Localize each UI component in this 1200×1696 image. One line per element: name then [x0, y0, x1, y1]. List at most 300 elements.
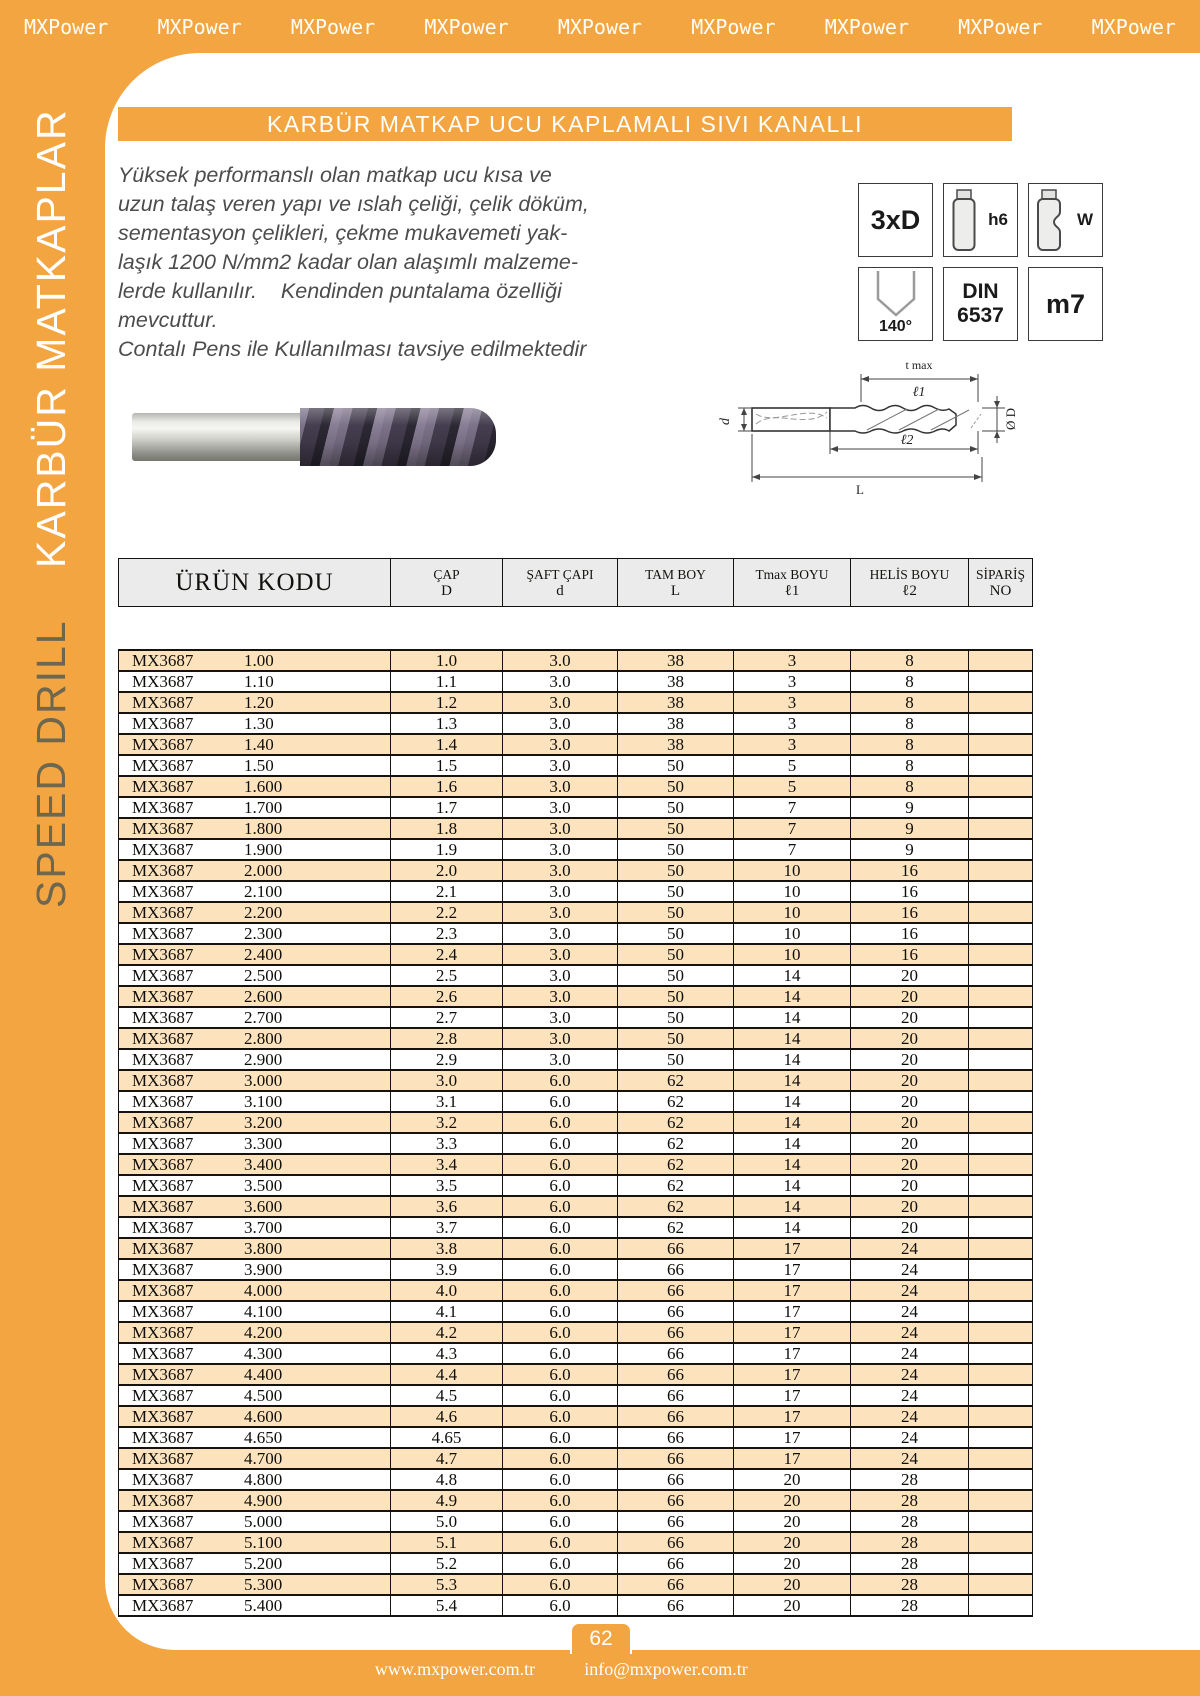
product-code-cell — [119, 1259, 391, 1280]
value-cell: 62 — [618, 1196, 734, 1217]
spec-badges — [858, 183, 1103, 341]
product-size: 4.700 — [244, 1448, 283, 1468]
description-line: Contalı Pens ile Kullanılması tavsiye edilmektedir — [118, 337, 587, 361]
product-code-cell — [119, 1406, 391, 1427]
brand-logo-text: MXPower — [1091, 14, 1176, 39]
product-code-cell — [119, 1049, 391, 1070]
table-row — [119, 944, 1033, 965]
product-size: 2.900 — [244, 1049, 283, 1069]
value-cell: 66 — [618, 1301, 734, 1322]
product-code-cell — [119, 1490, 391, 1511]
drill-point-icon — [872, 271, 920, 319]
product-size: 4.500 — [244, 1385, 283, 1405]
product-size: 3.700 — [244, 1217, 283, 1237]
value-cell — [969, 1196, 1033, 1217]
value-cell — [969, 881, 1033, 902]
table-row — [119, 692, 1033, 713]
product-size: 5.200 — [244, 1553, 283, 1573]
value-cell — [969, 1301, 1033, 1322]
table-row — [119, 1007, 1033, 1028]
value-cell: 2.2 — [391, 902, 503, 923]
product-code: MX3687 — [132, 1175, 194, 1195]
table-row — [119, 1070, 1033, 1091]
product-size: 3.300 — [244, 1133, 283, 1153]
value-cell: 4.3 — [391, 1343, 503, 1364]
table-row — [119, 755, 1033, 776]
value-cell: 4.65 — [391, 1427, 503, 1448]
product-code: MX3687 — [132, 881, 194, 901]
value-cell: 16 — [851, 944, 969, 965]
badge-h6 — [943, 183, 1018, 257]
value-cell: 4.6 — [391, 1406, 503, 1427]
value-cell: 2.5 — [391, 965, 503, 986]
product-size: 3.200 — [244, 1112, 283, 1132]
value-cell: 24 — [851, 1385, 969, 1406]
value-cell: 38 — [618, 692, 734, 713]
value-cell: 50 — [618, 881, 734, 902]
product-code-cell — [119, 902, 391, 923]
product-code-cell — [119, 713, 391, 734]
product-size: 4.100 — [244, 1301, 283, 1321]
value-cell: 6.0 — [503, 1238, 618, 1259]
product-code: MX3687 — [132, 1238, 194, 1258]
website-link[interactable]: www.mxpower.com.tr — [374, 1659, 536, 1679]
value-cell: 2.0 — [391, 860, 503, 881]
product-code: MX3687 — [132, 1028, 194, 1048]
value-cell: 3 — [734, 713, 851, 734]
product-title-bar — [118, 107, 1012, 141]
badge-din-label: DIN — [962, 280, 999, 303]
product-code-cell — [119, 1448, 391, 1469]
table-row — [119, 734, 1033, 755]
product-size: 3.400 — [244, 1154, 283, 1174]
product-size: 5.100 — [244, 1532, 283, 1552]
value-cell: 20 — [851, 1070, 969, 1091]
product-code: MX3687 — [132, 1259, 194, 1279]
table-row — [119, 860, 1033, 881]
table-row — [119, 923, 1033, 944]
value-cell: 6.0 — [503, 1490, 618, 1511]
product-code-cell — [119, 1238, 391, 1259]
product-code: MX3687 — [132, 1532, 194, 1552]
value-cell: 14 — [734, 1133, 851, 1154]
product-code: MX3687 — [132, 1322, 194, 1342]
value-cell: 8 — [851, 713, 969, 734]
badge-point-angle-label: 140° — [878, 318, 913, 335]
value-cell: 17 — [734, 1259, 851, 1280]
product-size: 4.400 — [244, 1364, 283, 1384]
value-cell: 6.0 — [503, 1112, 618, 1133]
badge-3xd-label: 3xD — [870, 204, 921, 235]
value-cell — [969, 1595, 1033, 1616]
value-cell — [969, 1259, 1033, 1280]
value-cell: 3.0 — [503, 965, 618, 986]
value-cell — [969, 944, 1033, 965]
value-cell: 3 — [734, 671, 851, 692]
svg-text:ℓ1: ℓ1 — [912, 385, 926, 400]
value-cell: 5 — [734, 776, 851, 797]
product-size: 5.000 — [244, 1511, 283, 1531]
product-code-cell — [119, 1175, 391, 1196]
product-code: MX3687 — [132, 839, 194, 859]
value-cell: 5.4 — [391, 1595, 503, 1616]
table-row — [119, 1028, 1033, 1049]
value-cell — [969, 1532, 1033, 1553]
value-cell: 20 — [734, 1532, 851, 1553]
product-code-cell — [119, 923, 391, 944]
value-cell — [969, 1175, 1033, 1196]
value-cell: 10 — [734, 902, 851, 923]
product-size: 1.00 — [244, 650, 274, 670]
value-cell: 38 — [618, 713, 734, 734]
value-cell: 3.7 — [391, 1217, 503, 1238]
table-row — [119, 986, 1033, 1007]
product-code-cell — [119, 839, 391, 860]
value-cell: 10 — [734, 881, 851, 902]
value-cell: 8 — [851, 755, 969, 776]
product-size: 1.10 — [244, 671, 274, 691]
product-size: 3.600 — [244, 1196, 283, 1216]
value-cell: 14 — [734, 1154, 851, 1175]
value-cell: 5.3 — [391, 1574, 503, 1595]
value-cell: 3.0 — [503, 650, 618, 671]
value-cell: 20 — [851, 1217, 969, 1238]
badge-m7-label: m7 — [1045, 288, 1086, 319]
product-code-cell — [119, 1532, 391, 1553]
value-cell: 1.0 — [391, 650, 503, 671]
product-code-cell — [119, 986, 391, 1007]
badge-m7 — [1028, 267, 1103, 341]
table-row — [119, 1133, 1033, 1154]
value-cell: 4.8 — [391, 1469, 503, 1490]
product-code: MX3687 — [132, 1343, 194, 1363]
drill-photo — [132, 408, 496, 466]
product-code: MX3687 — [132, 1196, 194, 1216]
product-code-cell — [119, 1301, 391, 1322]
product-table-body — [119, 650, 1033, 1616]
value-cell: 62 — [618, 1217, 734, 1238]
badge-point-angle — [858, 267, 933, 341]
value-cell: 2.4 — [391, 944, 503, 965]
product-size: 1.20 — [244, 692, 274, 712]
product-code-cell — [119, 1427, 391, 1448]
product-code-cell — [119, 776, 391, 797]
value-cell: 6.0 — [503, 1511, 618, 1532]
value-cell: 1.8 — [391, 818, 503, 839]
value-cell: 1.6 — [391, 776, 503, 797]
value-cell: 14 — [734, 1070, 851, 1091]
product-code: MX3687 — [132, 1301, 194, 1321]
svg-text:d: d — [718, 418, 733, 425]
value-cell: 1.9 — [391, 839, 503, 860]
value-cell: 66 — [618, 1364, 734, 1385]
product-code-cell — [119, 1133, 391, 1154]
value-cell: 4.2 — [391, 1322, 503, 1343]
value-cell: 3.0 — [503, 860, 618, 881]
table-row — [119, 1490, 1033, 1511]
value-cell: 24 — [851, 1364, 969, 1385]
value-cell: 28 — [851, 1553, 969, 1574]
column-header: Tmax BOYU ℓ1 — [734, 559, 851, 607]
brand-logo-text: MXPower — [424, 14, 509, 39]
value-cell: 24 — [851, 1448, 969, 1469]
value-cell: 24 — [851, 1238, 969, 1259]
product-code-cell — [119, 1112, 391, 1133]
value-cell: 20 — [851, 1175, 969, 1196]
description-line: lerde kullanılır. Kendinden puntalama özelliği — [118, 279, 562, 303]
value-cell: 14 — [734, 1217, 851, 1238]
value-cell: 3.0 — [503, 818, 618, 839]
value-cell: 3.0 — [503, 839, 618, 860]
brand-logo-text: MXPower — [290, 14, 376, 39]
page-number: 62 — [589, 1627, 613, 1650]
value-cell — [969, 1511, 1033, 1532]
value-cell: 6.0 — [503, 1406, 618, 1427]
product-size: 4.800 — [244, 1469, 283, 1489]
value-cell: 7 — [734, 839, 851, 860]
value-cell — [969, 1427, 1033, 1448]
table-row — [119, 671, 1033, 692]
product-size: 4.900 — [244, 1490, 283, 1510]
product-size: 3.800 — [244, 1238, 283, 1258]
value-cell — [969, 1070, 1033, 1091]
product-code: MX3687 — [132, 1091, 194, 1111]
value-cell — [969, 1112, 1033, 1133]
table-row — [119, 1091, 1033, 1112]
value-cell: 17 — [734, 1238, 851, 1259]
value-cell — [969, 1280, 1033, 1301]
value-cell — [969, 1322, 1033, 1343]
value-cell: 1.4 — [391, 734, 503, 755]
value-cell: 3.0 — [503, 1007, 618, 1028]
product-code: MX3687 — [132, 944, 194, 964]
value-cell: 14 — [734, 986, 851, 1007]
value-cell — [969, 734, 1033, 755]
table-row — [119, 1196, 1033, 1217]
value-cell: 20 — [851, 1007, 969, 1028]
product-size: 2.400 — [244, 944, 283, 964]
value-cell: 20 — [851, 1091, 969, 1112]
product-code-cell — [119, 734, 391, 755]
product-size: 3.000 — [244, 1070, 283, 1090]
table-row — [119, 1217, 1033, 1238]
product-size: 1.600 — [244, 776, 283, 796]
product-size: 4.650 — [244, 1427, 283, 1447]
product-code: MX3687 — [132, 1427, 194, 1447]
value-cell: 66 — [618, 1406, 734, 1427]
value-cell: 17 — [734, 1427, 851, 1448]
value-cell: 50 — [618, 1049, 734, 1070]
value-cell: 3.8 — [391, 1238, 503, 1259]
value-cell — [969, 1406, 1033, 1427]
value-cell: 14 — [734, 1112, 851, 1133]
value-cell: 6.0 — [503, 1364, 618, 1385]
value-cell: 3.2 — [391, 1112, 503, 1133]
table-row — [119, 1469, 1033, 1490]
value-cell: 2.6 — [391, 986, 503, 1007]
value-cell: 6.0 — [503, 1091, 618, 1112]
value-cell: 38 — [618, 671, 734, 692]
value-cell: 24 — [851, 1406, 969, 1427]
value-cell: 5.2 — [391, 1553, 503, 1574]
table-row — [119, 1532, 1033, 1553]
product-size: 2.600 — [244, 986, 283, 1006]
value-cell: 1.1 — [391, 671, 503, 692]
product-size: 2.300 — [244, 923, 283, 943]
value-cell: 20 — [734, 1574, 851, 1595]
product-code: MX3687 — [132, 650, 194, 670]
value-cell: 6.0 — [503, 1217, 618, 1238]
product-size: 2.100 — [244, 881, 283, 901]
product-code: MX3687 — [132, 1364, 194, 1384]
value-cell: 28 — [851, 1595, 969, 1616]
product-size: 1.50 — [244, 755, 274, 775]
product-code-cell — [119, 1385, 391, 1406]
value-cell: 6.0 — [503, 1259, 618, 1280]
value-cell — [969, 1238, 1033, 1259]
value-cell: 9 — [851, 818, 969, 839]
table-row — [119, 818, 1033, 839]
brand-logo-text: MXPower — [824, 14, 910, 39]
value-cell: 17 — [734, 1322, 851, 1343]
value-cell: 66 — [618, 1448, 734, 1469]
brand-logo-text: MXPower — [958, 14, 1043, 39]
column-header: ŞAFT ÇAPI d — [503, 559, 618, 607]
table-row — [119, 1175, 1033, 1196]
table-row — [119, 902, 1033, 923]
value-cell: 6.0 — [503, 1574, 618, 1595]
column-header: SİPARİŞ NO — [969, 559, 1033, 607]
value-cell: 66 — [618, 1574, 734, 1595]
page-title: KARBÜR MATKAP UCU KAPLAMALI SIVI KANALLI — [267, 110, 863, 137]
product-size: 2.000 — [244, 860, 283, 880]
table-row — [119, 839, 1033, 860]
value-cell: 50 — [618, 755, 734, 776]
table-row — [119, 1574, 1033, 1595]
value-cell: 3.4 — [391, 1154, 503, 1175]
value-cell: 28 — [851, 1490, 969, 1511]
value-cell — [969, 755, 1033, 776]
value-cell: 50 — [618, 1028, 734, 1049]
product-code: MX3687 — [132, 1217, 194, 1237]
product-code-cell — [119, 860, 391, 881]
table-row — [119, 1238, 1033, 1259]
value-cell: 20 — [851, 1154, 969, 1175]
product-code: MX3687 — [132, 1385, 194, 1405]
value-cell: 6.0 — [503, 1280, 618, 1301]
badge-din-number: 6537 — [957, 304, 1004, 327]
table-row — [119, 1112, 1033, 1133]
product-code: MX3687 — [132, 692, 194, 712]
product-code-cell — [119, 881, 391, 902]
product-code: MX3687 — [132, 1112, 194, 1132]
product-size: 3.500 — [244, 1175, 283, 1195]
product-code: MX3687 — [132, 1007, 194, 1027]
value-cell: 1.2 — [391, 692, 503, 713]
product-size: 2.500 — [244, 965, 283, 985]
product-code: MX3687 — [132, 1406, 194, 1426]
table-row — [119, 1427, 1033, 1448]
value-cell: 66 — [618, 1427, 734, 1448]
value-cell: 6.0 — [503, 1154, 618, 1175]
value-cell: 4.1 — [391, 1301, 503, 1322]
value-cell: 66 — [618, 1238, 734, 1259]
value-cell: 62 — [618, 1070, 734, 1091]
product-code-cell — [119, 1595, 391, 1616]
value-cell: 62 — [618, 1091, 734, 1112]
product-code: MX3687 — [132, 818, 194, 838]
value-cell: 3.6 — [391, 1196, 503, 1217]
value-cell — [969, 965, 1033, 986]
page-number-tab — [570, 1622, 632, 1654]
value-cell: 50 — [618, 1007, 734, 1028]
product-size: 1.30 — [244, 713, 274, 733]
shank-icon — [949, 189, 979, 252]
value-cell: 20 — [851, 1049, 969, 1070]
value-cell: 17 — [734, 1364, 851, 1385]
product-code-cell — [119, 1511, 391, 1532]
value-cell — [969, 923, 1033, 944]
value-cell: 6.0 — [503, 1448, 618, 1469]
value-cell: 6.0 — [503, 1427, 618, 1448]
dimension-diagram — [675, 352, 1020, 500]
value-cell: 2.7 — [391, 1007, 503, 1028]
value-cell: 20 — [851, 1133, 969, 1154]
value-cell: 3 — [734, 650, 851, 671]
value-cell: 10 — [734, 944, 851, 965]
value-cell: 66 — [618, 1280, 734, 1301]
value-cell — [969, 1028, 1033, 1049]
value-cell — [969, 1490, 1033, 1511]
value-cell: 6.0 — [503, 1301, 618, 1322]
value-cell: 62 — [618, 1112, 734, 1133]
product-size: 3.900 — [244, 1259, 283, 1279]
value-cell — [969, 692, 1033, 713]
value-cell — [969, 1049, 1033, 1070]
value-cell: 8 — [851, 734, 969, 755]
product-code-cell — [119, 650, 391, 671]
description-line: Yüksek performanslı olan matkap ucu kısa ve — [118, 163, 552, 187]
value-cell: 62 — [618, 1154, 734, 1175]
product-code: MX3687 — [132, 671, 194, 691]
value-cell: 3.0 — [503, 755, 618, 776]
value-cell: 16 — [851, 860, 969, 881]
value-cell: 4.5 — [391, 1385, 503, 1406]
product-code-cell — [119, 1028, 391, 1049]
value-cell: 14 — [734, 1049, 851, 1070]
table-row — [119, 1553, 1033, 1574]
value-cell: 24 — [851, 1259, 969, 1280]
brand-band — [0, 0, 1200, 53]
description-line: laşık 1200 N/mm2 kadar olan alaşımlı malzeme- — [118, 250, 579, 274]
product-code-cell — [119, 965, 391, 986]
product-size: 1.700 — [244, 797, 283, 817]
product-size: 2.700 — [244, 1007, 283, 1027]
value-cell: 3.0 — [503, 734, 618, 755]
product-size: 2.800 — [244, 1028, 283, 1048]
value-cell — [969, 1343, 1033, 1364]
value-cell: 8 — [851, 692, 969, 713]
table-row — [119, 1385, 1033, 1406]
product-size: 4.000 — [244, 1280, 283, 1300]
product-size: 4.300 — [244, 1343, 283, 1363]
value-cell: 24 — [851, 1301, 969, 1322]
value-cell — [969, 986, 1033, 1007]
email-link[interactable]: info@mxpower.com.tr — [584, 1659, 748, 1679]
product-code: MX3687 — [132, 1133, 194, 1153]
badge-h6-label: h6 — [988, 210, 1008, 229]
value-cell: 50 — [618, 986, 734, 1007]
